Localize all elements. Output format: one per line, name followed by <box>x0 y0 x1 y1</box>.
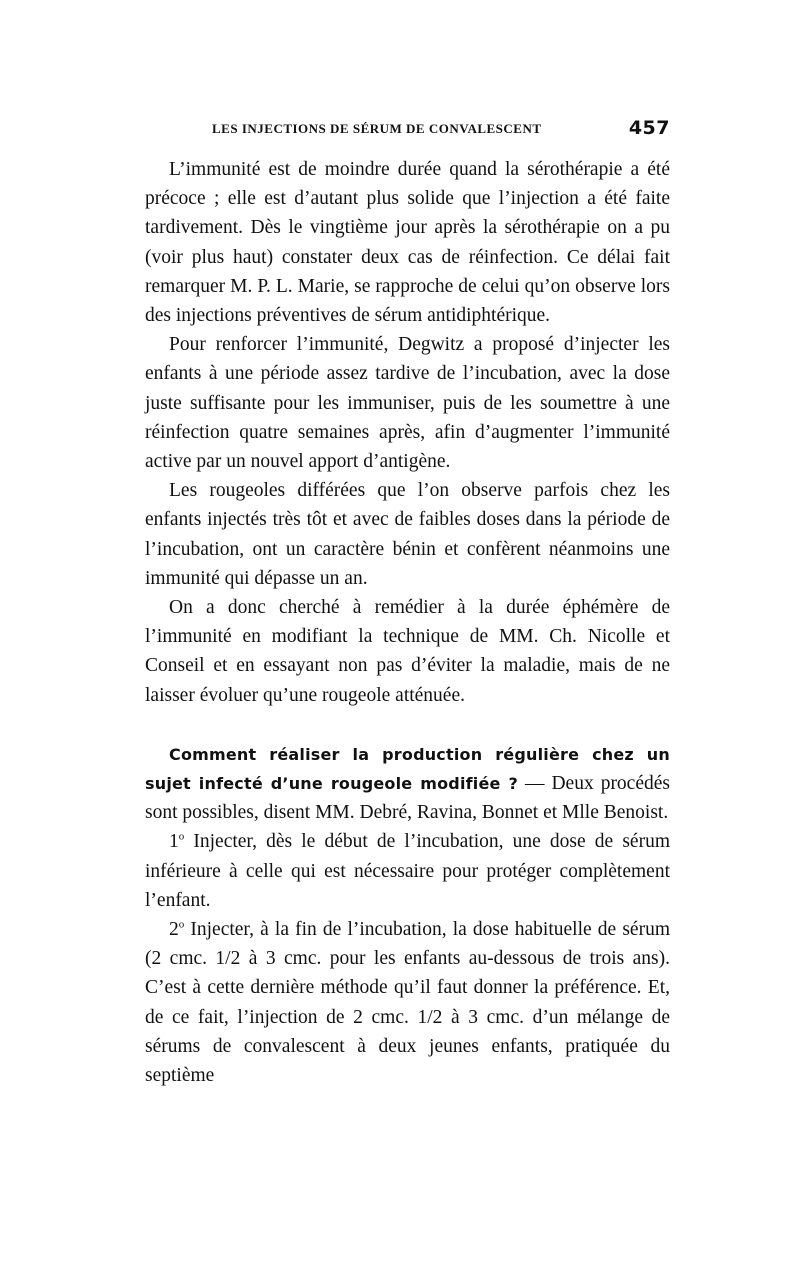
section-lead: Comment réaliser la production régulière chez un sujet infecté d’une rougeole modifiée ? <box>145 744 670 794</box>
paragraph-3: Les rougeoles différées que l’on observe parfois chez les enfants injectés très tôt et avec de faibles doses dans la période de l’incubation, ont un caractère bénin et confèrent néanmoins une immunité qui dépasse un an. <box>145 480 670 589</box>
item-1-text: Injecter, dès le début de l’incubation, une dose de sérum inférieure à celle qui est nécessaire pour protéger complètement l’enfant. <box>145 831 670 911</box>
running-header <box>145 115 670 143</box>
section-paragraph <box>145 740 670 828</box>
paragraph-4: On a donc cherché à remédier à la durée éphémère de l’immunité en modifiant la technique de MM. Ch. Nicolle et Conseil et en essayant non pas d’éviter la maladie, mais de ne laisser évoluer qu’une rougeole atténuée. <box>145 597 670 706</box>
body-text <box>145 155 670 1090</box>
paragraph-1: L’immunité est de moindre durée quand la sérothérapie a été précoce ; elle est d’autant plus solide que l’injection a été faite tardivement. Dès le vingtième jour après la sérothérapie on a pu (voir plus haut) constater deux cas de réinfection. Ce délai fait remarquer M. P. L. Marie, se rapproche de celui qu’on observe lors des injections préventives de sérum antidiphtérique. <box>145 159 670 327</box>
item-2-number: 2 <box>169 919 179 941</box>
page-number: 457 <box>628 117 670 139</box>
running-title: LES INJECTIONS DE SÉRUM DE CONVALESCENT <box>212 121 542 136</box>
list-item-1 <box>145 827 670 915</box>
item-1-ordinal: o <box>178 830 185 843</box>
section-rest: — Deux procédés sont possibles, disent MM. Debré, Ravina, Bonnet et Mlle Benoist. <box>145 773 670 824</box>
book-page <box>145 115 670 1090</box>
section-gap <box>145 710 670 740</box>
list-item-2 <box>145 915 670 1090</box>
item-1-number: 1 <box>169 831 179 853</box>
item-2-text: Injecter, à la fin de l’incubation, la dose habituelle de sérum (2 cmc. 1/2 à 3 cmc. pour les enfants au-dessous de trois ans). C’est à cette dernière méthode qu’il faut donner la préférence. Et, de ce fait, l’injection de 2 cmc. 1/2 à 3 cmc. d’un mélange de sérums de convalescent à deux jeunes enfants, pratiquée du septième <box>145 919 670 1087</box>
item-2-ordinal: o <box>178 918 185 931</box>
paragraph-2: Pour renforcer l’immunité, Degwitz a proposé d’injecter les enfants à une période assez tardive de l’incubation, avec la dose juste suffisante pour les immuniser, puis de les soumettre à une réinfection quatre semaines après, afin d’augmenter l’immunité active par un nouvel apport d’antigène. <box>145 334 670 473</box>
